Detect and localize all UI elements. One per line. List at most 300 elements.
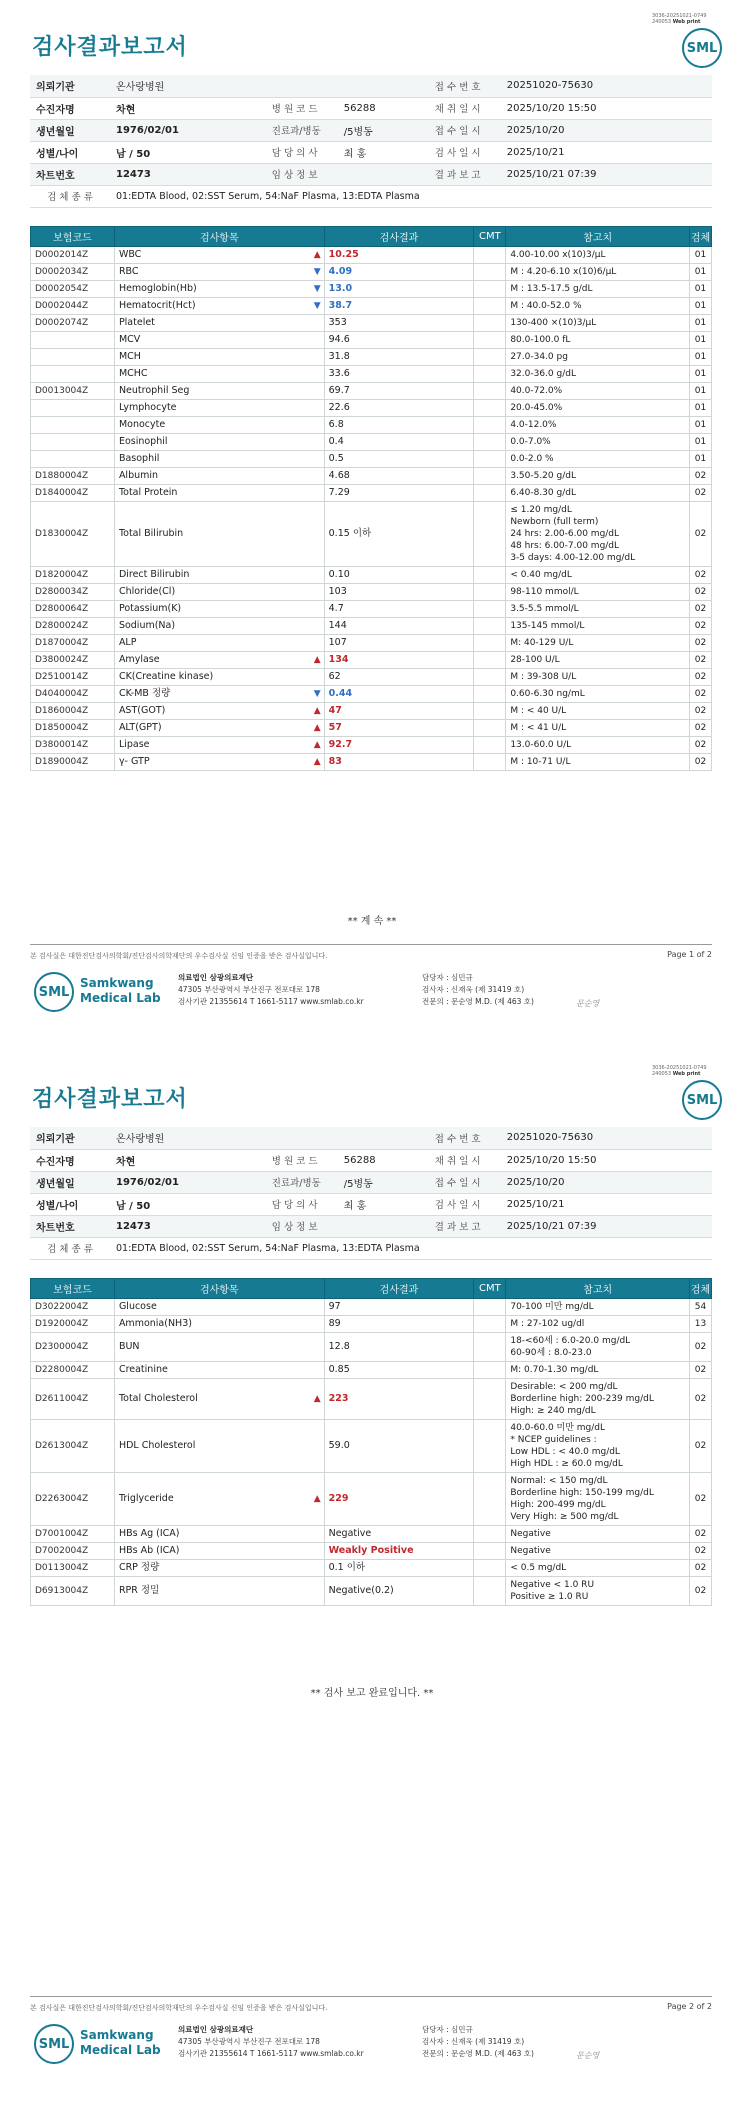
physician-signature: 문순영 bbox=[576, 999, 600, 1008]
insurance-code-cell bbox=[31, 451, 115, 468]
table-row bbox=[31, 686, 712, 703]
comment-cell bbox=[474, 315, 506, 332]
results-table-page-1 bbox=[30, 226, 712, 771]
result-value-cell: 107 bbox=[324, 635, 474, 652]
footer-lab-logo bbox=[34, 2024, 164, 2064]
insurance-code-cell: D1850004Z bbox=[31, 720, 115, 737]
insurance-code-cell: D3800024Z bbox=[31, 652, 115, 669]
table-row bbox=[31, 1543, 712, 1560]
reference-line: 0.60-6.30 ng/mL bbox=[510, 689, 585, 699]
result-value-cell: 59.0 bbox=[324, 1420, 474, 1473]
col-header-cmt: CMT bbox=[474, 227, 506, 247]
footer-divider bbox=[30, 1996, 712, 1997]
reference-range-cell bbox=[506, 1543, 690, 1560]
test-name-cell bbox=[114, 1362, 324, 1379]
insurance-code-cell bbox=[31, 417, 115, 434]
reference-line: 3.50-5.20 g/dL bbox=[510, 471, 576, 481]
specimen-cell: 02 bbox=[689, 567, 711, 584]
test-name: Hemoglobin(Hb) bbox=[118, 283, 197, 294]
reference-range-cell bbox=[506, 754, 690, 771]
test-name-cell bbox=[114, 720, 324, 737]
patient-info-table: 의뢰기관 온사랑병원 접 수 번 호 20251020-75630 수진자명 차현 병 원 코 드 56288 채 취 일 시 2025/10/20 15:50 생년월일 1976/02/01 진료과/병동 /5병동 접 수 일 시 2025/10/20 성별/나이 남 / 50 담 당 의 사 최 홍 검 사 일 시 2025/10/21 차트번호 12473 임 상 정 보 결 과 보 고 2025/10/21 07:39 검 체 종 류 01:EDTA Blood, 02:SST Serum, 54:NaF Plasma, 13:EDTA Plasma bbox=[30, 1127, 712, 1260]
comment-cell bbox=[474, 754, 506, 771]
test-name-cell bbox=[114, 584, 324, 601]
test-name: WBC bbox=[118, 249, 142, 260]
report-title: 검사결과보고서 bbox=[32, 1087, 188, 1112]
result-value-cell: 38.7 bbox=[324, 298, 474, 315]
insurance-code-cell: D7002004Z bbox=[31, 1543, 115, 1560]
specimen-cell: 02 bbox=[689, 686, 711, 703]
test-name: Chloride(Cl) bbox=[118, 586, 176, 597]
specimen-cell: 01 bbox=[689, 434, 711, 451]
insurance-code-cell: D2800024Z bbox=[31, 618, 115, 635]
result-value-cell: 0.10 bbox=[324, 567, 474, 584]
test-name-cell bbox=[114, 652, 324, 669]
test-name: Lipase bbox=[118, 739, 150, 750]
reference-range-cell bbox=[506, 383, 690, 400]
reference-line: 130-400 ×(10)3/μL bbox=[510, 318, 597, 328]
table-row bbox=[31, 737, 712, 754]
insurance-code-cell: D2300004Z bbox=[31, 1333, 115, 1362]
col-header-result: 검사결과 bbox=[324, 227, 474, 247]
test-name-cell bbox=[114, 1299, 324, 1316]
test-name: AST(GOT) bbox=[118, 705, 166, 716]
result-value-cell: 97 bbox=[324, 1299, 474, 1316]
comment-cell bbox=[474, 1379, 506, 1420]
specimen-cell: 13 bbox=[689, 1316, 711, 1333]
result-value-cell: Weakly Positive bbox=[324, 1543, 474, 1560]
test-name: HDL Cholesterol bbox=[118, 1440, 196, 1451]
comment-cell bbox=[474, 1420, 506, 1473]
comment-cell bbox=[474, 1362, 506, 1379]
specimen-cell: 02 bbox=[689, 1420, 711, 1473]
result-value-cell: 103 bbox=[324, 584, 474, 601]
col-header-code: 보험코드 bbox=[31, 1279, 115, 1299]
specimen-cell: 02 bbox=[689, 1526, 711, 1543]
table-row bbox=[31, 1379, 712, 1420]
test-name-cell bbox=[114, 737, 324, 754]
insurance-code-cell: D0002074Z bbox=[31, 315, 115, 332]
specimen-cell: 01 bbox=[689, 400, 711, 417]
result-value-cell: 0.1 이하 bbox=[324, 1560, 474, 1577]
specimen-cell: 01 bbox=[689, 281, 711, 298]
reference-range-cell bbox=[506, 669, 690, 686]
reference-line: 3-5 days: 4.00-12.00 mg/dL bbox=[510, 553, 636, 563]
test-name: ALT(GPT) bbox=[118, 722, 162, 733]
insurance-code-cell: D1820004Z bbox=[31, 567, 115, 584]
accreditation-note: 본 검사실은 대한진단검사의학회/진단검사의학재단의 우수검사실 신임 인증을 받은 검사실입니다. bbox=[30, 2004, 328, 2012]
table-row bbox=[31, 720, 712, 737]
reference-line: 27.0-34.0 pg bbox=[510, 352, 568, 362]
high-flag-icon: ▲ bbox=[313, 706, 321, 716]
insurance-code-cell: D0002034Z bbox=[31, 264, 115, 281]
test-name: Monocyte bbox=[118, 419, 166, 430]
reference-line: Desirable: < 200 mg/dL bbox=[510, 1382, 618, 1392]
accreditation-note: 본 검사실은 대한진단검사의학회/진단검사의학재단의 우수검사실 신임 인증을 받은 검사실입니다. bbox=[30, 952, 328, 960]
report-title: 검사결과보고서 bbox=[32, 35, 188, 60]
result-value-cell: 4.68 bbox=[324, 468, 474, 485]
specimen-cell: 01 bbox=[689, 417, 711, 434]
comment-cell bbox=[474, 383, 506, 400]
reference-range-cell bbox=[506, 1333, 690, 1362]
reference-range-cell bbox=[506, 1473, 690, 1526]
reference-line: M: 0.70-1.30 mg/dL bbox=[510, 1365, 599, 1375]
insurance-code-cell: D6913004Z bbox=[31, 1577, 115, 1606]
page-number: Page 1 of 2 bbox=[667, 950, 712, 959]
reference-range-cell bbox=[506, 349, 690, 366]
specimen-cell: 02 bbox=[689, 1333, 711, 1362]
test-name: Ammonia(NH3) bbox=[118, 1318, 192, 1329]
insurance-code-cell: D0013004Z bbox=[31, 383, 115, 400]
reference-range-cell bbox=[506, 315, 690, 332]
reference-line: 98-110 mmol/L bbox=[510, 587, 579, 597]
reference-line: 3.5-5.5 mmol/L bbox=[510, 604, 579, 614]
test-name-cell bbox=[114, 567, 324, 584]
low-flag-icon: ▼ bbox=[313, 301, 321, 311]
high-flag-icon: ▲ bbox=[313, 723, 321, 733]
reference-line: M : 4.20-6.10 x(10)6/μL bbox=[510, 267, 617, 277]
test-name: Creatinine bbox=[118, 1364, 168, 1375]
test-name: Potassium(K) bbox=[118, 603, 182, 614]
table-row bbox=[31, 451, 712, 468]
reference-range-cell bbox=[506, 417, 690, 434]
reference-range-cell bbox=[506, 281, 690, 298]
reference-line: M : 39-308 U/L bbox=[510, 672, 577, 682]
reference-range-cell bbox=[506, 502, 690, 567]
test-name-cell bbox=[114, 686, 324, 703]
result-value-cell: 223 bbox=[324, 1379, 474, 1420]
result-value-cell: 47 bbox=[324, 703, 474, 720]
test-name: RBC bbox=[118, 266, 139, 277]
lab-staff: 담당자 : 심민규 검사자 : 신재욱 (제 31419 호) 전문의 : 문순영 M.D. (제 463 호) bbox=[422, 973, 534, 1006]
comment-cell bbox=[474, 485, 506, 502]
insurance-code-cell: D3022004Z bbox=[31, 1299, 115, 1316]
test-name-cell bbox=[114, 1526, 324, 1543]
test-name: Total Protein bbox=[118, 487, 178, 498]
test-name: Hematocrit(Hct) bbox=[118, 300, 196, 311]
table-row bbox=[31, 349, 712, 366]
reference-line: 40.0-60.0 미만 mg/dL bbox=[510, 1423, 606, 1433]
insurance-code-cell: D1920004Z bbox=[31, 1316, 115, 1333]
comment-cell bbox=[474, 434, 506, 451]
test-name: CK(Creatine kinase) bbox=[118, 671, 214, 682]
insurance-code-cell: D4040004Z bbox=[31, 686, 115, 703]
reference-line: High: ≥ 240 mg/dL bbox=[510, 1406, 596, 1416]
insurance-code-cell: D2613004Z bbox=[31, 1420, 115, 1473]
comment-cell bbox=[474, 281, 506, 298]
reference-line: M : 27-102 ug/dl bbox=[510, 1319, 585, 1329]
insurance-code-cell: D0113004Z bbox=[31, 1560, 115, 1577]
insurance-code-cell bbox=[31, 332, 115, 349]
test-name-cell bbox=[114, 669, 324, 686]
test-name-cell bbox=[114, 247, 324, 264]
high-flag-icon: ▲ bbox=[313, 655, 321, 665]
result-value-cell: 0.44 bbox=[324, 686, 474, 703]
specimen-cell: 02 bbox=[689, 618, 711, 635]
specimen-cell: 02 bbox=[689, 584, 711, 601]
insurance-code-cell: D0002014Z bbox=[31, 247, 115, 264]
result-value-cell: 353 bbox=[324, 315, 474, 332]
test-name: Triglyceride bbox=[118, 1493, 174, 1504]
test-name-cell bbox=[114, 366, 324, 383]
report-complete-note: ** 검사 보고 완료입니다. ** bbox=[310, 1688, 434, 1699]
col-header-ref: 참고치 bbox=[506, 1279, 690, 1299]
reference-line: 40.0-72.0% bbox=[510, 386, 563, 396]
reference-range-cell bbox=[506, 247, 690, 264]
specimen-cell: 01 bbox=[689, 349, 711, 366]
reference-range-cell bbox=[506, 332, 690, 349]
col-header-test: 검사항목 bbox=[114, 1279, 324, 1299]
test-name: Platelet bbox=[118, 317, 155, 328]
result-value-cell: 134 bbox=[324, 652, 474, 669]
reference-line: 0.0-2.0 % bbox=[510, 454, 554, 464]
reference-line: 32.0-36.0 g/dL bbox=[510, 369, 576, 379]
test-name-cell bbox=[114, 1560, 324, 1577]
table-row bbox=[31, 1420, 712, 1473]
comment-cell bbox=[474, 332, 506, 349]
reference-line: 13.0-60.0 U/L bbox=[510, 740, 572, 750]
print-stamp: 3036-20251021-0749 240053 Web print bbox=[652, 1065, 707, 1077]
insurance-code-cell: D1880004Z bbox=[31, 468, 115, 485]
comment-cell bbox=[474, 1526, 506, 1543]
test-name-cell bbox=[114, 1420, 324, 1473]
test-name: Total Bilirubin bbox=[118, 528, 184, 539]
test-name: Neutrophil Seg bbox=[118, 385, 190, 396]
specimen-cell: 01 bbox=[689, 264, 711, 281]
test-name: Glucose bbox=[118, 1301, 157, 1312]
reference-line: High HDL : ≥ 60.0 mg/dL bbox=[510, 1459, 623, 1469]
test-name: Albumin bbox=[118, 470, 159, 481]
reference-line: 20.0-45.0% bbox=[510, 403, 563, 413]
table-row bbox=[31, 502, 712, 567]
comment-cell bbox=[474, 1543, 506, 1560]
reference-range-cell bbox=[506, 400, 690, 417]
reference-range-cell bbox=[506, 737, 690, 754]
insurance-code-cell bbox=[31, 349, 115, 366]
result-value-cell: Negative bbox=[324, 1526, 474, 1543]
test-name: RPR 정밀 bbox=[118, 1585, 160, 1596]
reference-line: 4.00-10.00 x(10)3/μL bbox=[510, 250, 606, 260]
comment-cell bbox=[474, 502, 506, 567]
report-page-2 bbox=[0, 1052, 744, 2104]
test-name-cell bbox=[114, 298, 324, 315]
page-number: Page 2 of 2 bbox=[667, 2002, 712, 2011]
test-name-cell bbox=[114, 315, 324, 332]
reference-line: 48 hrs: 6.00-7.00 mg/dL bbox=[510, 541, 620, 551]
table-row bbox=[31, 1560, 712, 1577]
test-name: Direct Bilirubin bbox=[118, 569, 190, 580]
result-value-cell: 92.7 bbox=[324, 737, 474, 754]
comment-cell bbox=[474, 652, 506, 669]
reference-range-cell bbox=[506, 1526, 690, 1543]
reference-range-cell bbox=[506, 703, 690, 720]
table-row bbox=[31, 618, 712, 635]
result-value-cell: 69.7 bbox=[324, 383, 474, 400]
col-header-cmt: CMT bbox=[474, 1279, 506, 1299]
reference-range-cell bbox=[506, 652, 690, 669]
specimen-cell: 02 bbox=[689, 703, 711, 720]
print-stamp: 3036-20251021-0749 240053 Web print bbox=[652, 13, 707, 25]
reference-range-cell bbox=[506, 720, 690, 737]
reference-range-cell bbox=[506, 584, 690, 601]
reference-line: Borderline high: 200-239 mg/dL bbox=[510, 1394, 654, 1404]
reference-line: M: 40-129 U/L bbox=[510, 638, 574, 648]
result-value-cell: 57 bbox=[324, 720, 474, 737]
col-header-result: 검사결과 bbox=[324, 1279, 474, 1299]
table-row bbox=[31, 601, 712, 618]
test-name-cell bbox=[114, 502, 324, 567]
specimen-cell: 01 bbox=[689, 332, 711, 349]
specimen-cell: 01 bbox=[689, 298, 711, 315]
result-value-cell: 0.4 bbox=[324, 434, 474, 451]
test-name-cell bbox=[114, 281, 324, 298]
specimen-cell: 02 bbox=[689, 601, 711, 618]
high-flag-icon: ▲ bbox=[313, 740, 321, 750]
specimen-cell: 02 bbox=[689, 669, 711, 686]
insurance-code-cell: D1890004Z bbox=[31, 754, 115, 771]
specimen-cell: 02 bbox=[689, 754, 711, 771]
table-row bbox=[31, 635, 712, 652]
insurance-code-cell: D2263004Z bbox=[31, 1473, 115, 1526]
reference-line: < 0.40 mg/dL bbox=[510, 570, 572, 580]
table-row bbox=[31, 1577, 712, 1606]
reference-line: Normal: < 150 mg/dL bbox=[510, 1476, 608, 1486]
table-row bbox=[31, 1299, 712, 1316]
reference-line: 18-<60세 : 6.0-20.0 mg/dL bbox=[510, 1336, 631, 1346]
reference-line: M : 40.0-52.0 % bbox=[510, 301, 582, 311]
comment-cell bbox=[474, 618, 506, 635]
comment-cell bbox=[474, 635, 506, 652]
reference-line: M : < 40 U/L bbox=[510, 706, 567, 716]
comment-cell bbox=[474, 1333, 506, 1362]
footer-divider bbox=[30, 944, 712, 945]
reference-line: 70-100 미만 mg/dL bbox=[510, 1302, 594, 1312]
reference-range-cell bbox=[506, 601, 690, 618]
specimen-cell: 02 bbox=[689, 468, 711, 485]
reference-line: Low HDL : < 40.0 mg/dL bbox=[510, 1447, 620, 1457]
reference-range-cell bbox=[506, 1420, 690, 1473]
reference-line: 135-145 mmol/L bbox=[510, 621, 585, 631]
comment-cell bbox=[474, 601, 506, 618]
specimen-cell: 02 bbox=[689, 1560, 711, 1577]
test-name: CK-MB 정량 bbox=[118, 688, 171, 699]
reference-range-cell bbox=[506, 567, 690, 584]
table-row bbox=[31, 468, 712, 485]
footer-lab-logo bbox=[34, 972, 164, 1012]
comment-cell bbox=[474, 720, 506, 737]
comment-cell bbox=[474, 400, 506, 417]
specimen-cell: 02 bbox=[689, 502, 711, 567]
reference-range-cell bbox=[506, 264, 690, 281]
test-name: MCV bbox=[118, 334, 141, 345]
low-flag-icon: ▼ bbox=[313, 689, 321, 699]
result-value-cell: 13.0 bbox=[324, 281, 474, 298]
insurance-code-cell: D1870004Z bbox=[31, 635, 115, 652]
result-value-cell: 10.25 bbox=[324, 247, 474, 264]
reference-line: Positive ≥ 1.0 RU bbox=[510, 1592, 589, 1602]
specimen-cell: 54 bbox=[689, 1299, 711, 1316]
table-row bbox=[31, 567, 712, 584]
test-name: CRP 정량 bbox=[118, 1562, 160, 1573]
reference-line: < 0.5 mg/dL bbox=[510, 1563, 567, 1573]
specimen-cell: 02 bbox=[689, 635, 711, 652]
test-name-cell bbox=[114, 468, 324, 485]
test-name-cell bbox=[114, 1333, 324, 1362]
test-name-cell bbox=[114, 383, 324, 400]
table-row bbox=[31, 298, 712, 315]
table-row bbox=[31, 754, 712, 771]
insurance-code-cell: D2280004Z bbox=[31, 1362, 115, 1379]
reference-range-cell bbox=[506, 1316, 690, 1333]
high-flag-icon: ▲ bbox=[313, 250, 321, 260]
specimen-cell: 02 bbox=[689, 485, 711, 502]
insurance-code-cell: D0002054Z bbox=[31, 281, 115, 298]
results-table-page-2 bbox=[30, 1278, 712, 1606]
table-row bbox=[31, 1473, 712, 1526]
test-name: ALP bbox=[118, 637, 137, 648]
table-row bbox=[31, 366, 712, 383]
table-row bbox=[31, 1362, 712, 1379]
test-name: BUN bbox=[118, 1341, 140, 1352]
low-flag-icon: ▼ bbox=[313, 284, 321, 294]
comment-cell bbox=[474, 417, 506, 434]
comment-cell bbox=[474, 703, 506, 720]
table-row bbox=[31, 669, 712, 686]
table-row bbox=[31, 1526, 712, 1543]
result-value-cell: 12.8 bbox=[324, 1333, 474, 1362]
specimen-cell: 01 bbox=[689, 366, 711, 383]
reference-range-cell bbox=[506, 635, 690, 652]
col-header-code: 보험코드 bbox=[31, 227, 115, 247]
reference-range-cell bbox=[506, 1379, 690, 1420]
result-value-cell: 229 bbox=[324, 1473, 474, 1526]
specimen-cell: 02 bbox=[689, 1379, 711, 1420]
test-name-cell bbox=[114, 349, 324, 366]
comment-cell bbox=[474, 247, 506, 264]
specimen-cell: 01 bbox=[689, 315, 711, 332]
reference-line: 60-90세 : 8.0-23.0 bbox=[510, 1348, 592, 1358]
result-value-cell: 0.5 bbox=[324, 451, 474, 468]
specimen-cell: 01 bbox=[689, 451, 711, 468]
reference-line: M : 10-71 U/L bbox=[510, 757, 571, 767]
sml-footer-logo-icon: SML bbox=[34, 972, 74, 1012]
test-name: γ- GTP bbox=[118, 756, 150, 767]
specimen-cell: 02 bbox=[689, 737, 711, 754]
reference-line: Negative bbox=[510, 1546, 551, 1556]
test-name-cell bbox=[114, 1379, 324, 1420]
insurance-code-cell: D3800014Z bbox=[31, 737, 115, 754]
specimen-cell: 02 bbox=[689, 652, 711, 669]
comment-cell bbox=[474, 686, 506, 703]
specimen-cell: 01 bbox=[689, 383, 711, 400]
table-row bbox=[31, 417, 712, 434]
reference-line: Newborn (full term) bbox=[510, 517, 599, 527]
reference-line: 6.40-8.30 g/dL bbox=[510, 488, 576, 498]
comment-cell bbox=[474, 468, 506, 485]
test-name-cell bbox=[114, 434, 324, 451]
reference-line: Very High: ≥ 500 mg/dL bbox=[510, 1512, 619, 1522]
results-body-page-2 bbox=[31, 1299, 712, 1606]
comment-cell bbox=[474, 737, 506, 754]
table-row bbox=[31, 434, 712, 451]
lab-staff: 담당자 : 심민규 검사자 : 신재욱 (제 31419 호) 전문의 : 문순영 M.D. (제 463 호) bbox=[422, 2025, 534, 2058]
reference-line: 0.0-7.0% bbox=[510, 437, 551, 447]
insurance-code-cell bbox=[31, 366, 115, 383]
test-name-cell bbox=[114, 703, 324, 720]
physician-signature: 문순영 bbox=[576, 2051, 600, 2060]
table-row bbox=[31, 400, 712, 417]
test-name-cell bbox=[114, 485, 324, 502]
